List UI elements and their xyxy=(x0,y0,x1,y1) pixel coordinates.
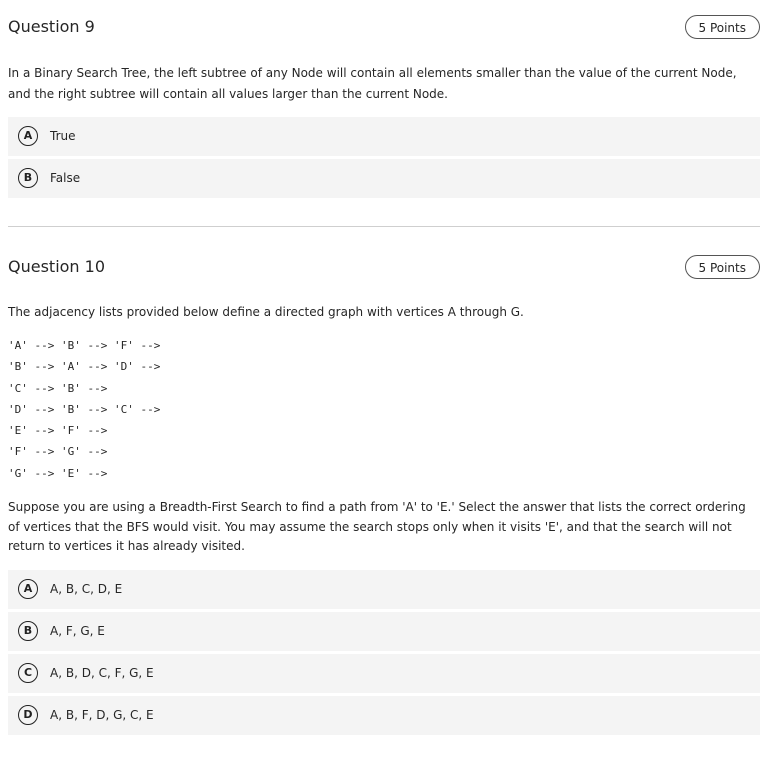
answer-options xyxy=(8,570,760,735)
option-a[interactable] xyxy=(8,570,760,609)
question-title: Question 9 xyxy=(8,17,95,36)
answer-options xyxy=(8,117,760,198)
option-letter-badge: D xyxy=(18,705,38,725)
adjacency-list xyxy=(8,335,760,484)
question-text: In a Binary Search Tree, the left subtree of any Node will contain all elements smaller than the value of the current Node, and the right subtree will contain all values larger than the current Node. xyxy=(8,66,737,101)
points-badge: 5 Points xyxy=(685,15,761,39)
option-letter-badge: B xyxy=(18,168,38,188)
option-letter-badge: A xyxy=(18,126,38,146)
question-intro: The adjacency lists provided below define a directed graph with vertices A through G. xyxy=(8,305,524,319)
adjacency-line: 'A' --> 'B' --> 'F' --> xyxy=(8,339,161,352)
adjacency-line: 'C' --> 'B' --> xyxy=(8,381,108,395)
adjacency-line: 'E' --> 'F' --> xyxy=(8,424,108,438)
option-label: A, B, F, D, G, C, E xyxy=(50,707,154,722)
question-header xyxy=(8,15,760,43)
option-label: True xyxy=(50,129,76,143)
question-10 xyxy=(8,255,760,738)
question-prompt: Suppose you are using a Breadth-First Search to find a path from 'A' to 'E.' Select the answer that lists the correct ordering of vertices that the BFS would visit. You may assume the search stops only when it visits 'E', and that the search will not return to vertices it has already visited. xyxy=(8,500,746,554)
question-title: Question 10 xyxy=(8,257,106,276)
option-label: A, B, C, D, E xyxy=(50,581,123,596)
adjacency-line: 'G' --> 'E' --> xyxy=(8,466,108,480)
option-letter-badge: A xyxy=(18,579,38,599)
adjacency-line: 'F' --> 'G' --> xyxy=(8,445,108,459)
option-c[interactable] xyxy=(8,654,760,693)
option-label: A, F, G, E xyxy=(50,623,105,638)
question-divider xyxy=(8,226,760,227)
points-badge: 5 Points xyxy=(685,255,761,279)
option-b[interactable] xyxy=(8,612,760,651)
option-label: A, B, D, C, F, G, E xyxy=(50,665,154,680)
option-a[interactable] xyxy=(8,117,760,156)
option-label: False xyxy=(50,171,81,185)
option-letter-badge: B xyxy=(18,621,38,641)
option-b[interactable] xyxy=(8,159,760,198)
adjacency-line: 'B' --> 'A' --> 'D' --> xyxy=(8,360,161,374)
adjacency-line: 'D' --> 'B' --> 'C' --> xyxy=(8,402,161,416)
option-d[interactable] xyxy=(8,696,760,735)
question-header xyxy=(8,255,760,283)
option-letter-badge: C xyxy=(18,663,38,683)
question-9 xyxy=(8,15,760,201)
